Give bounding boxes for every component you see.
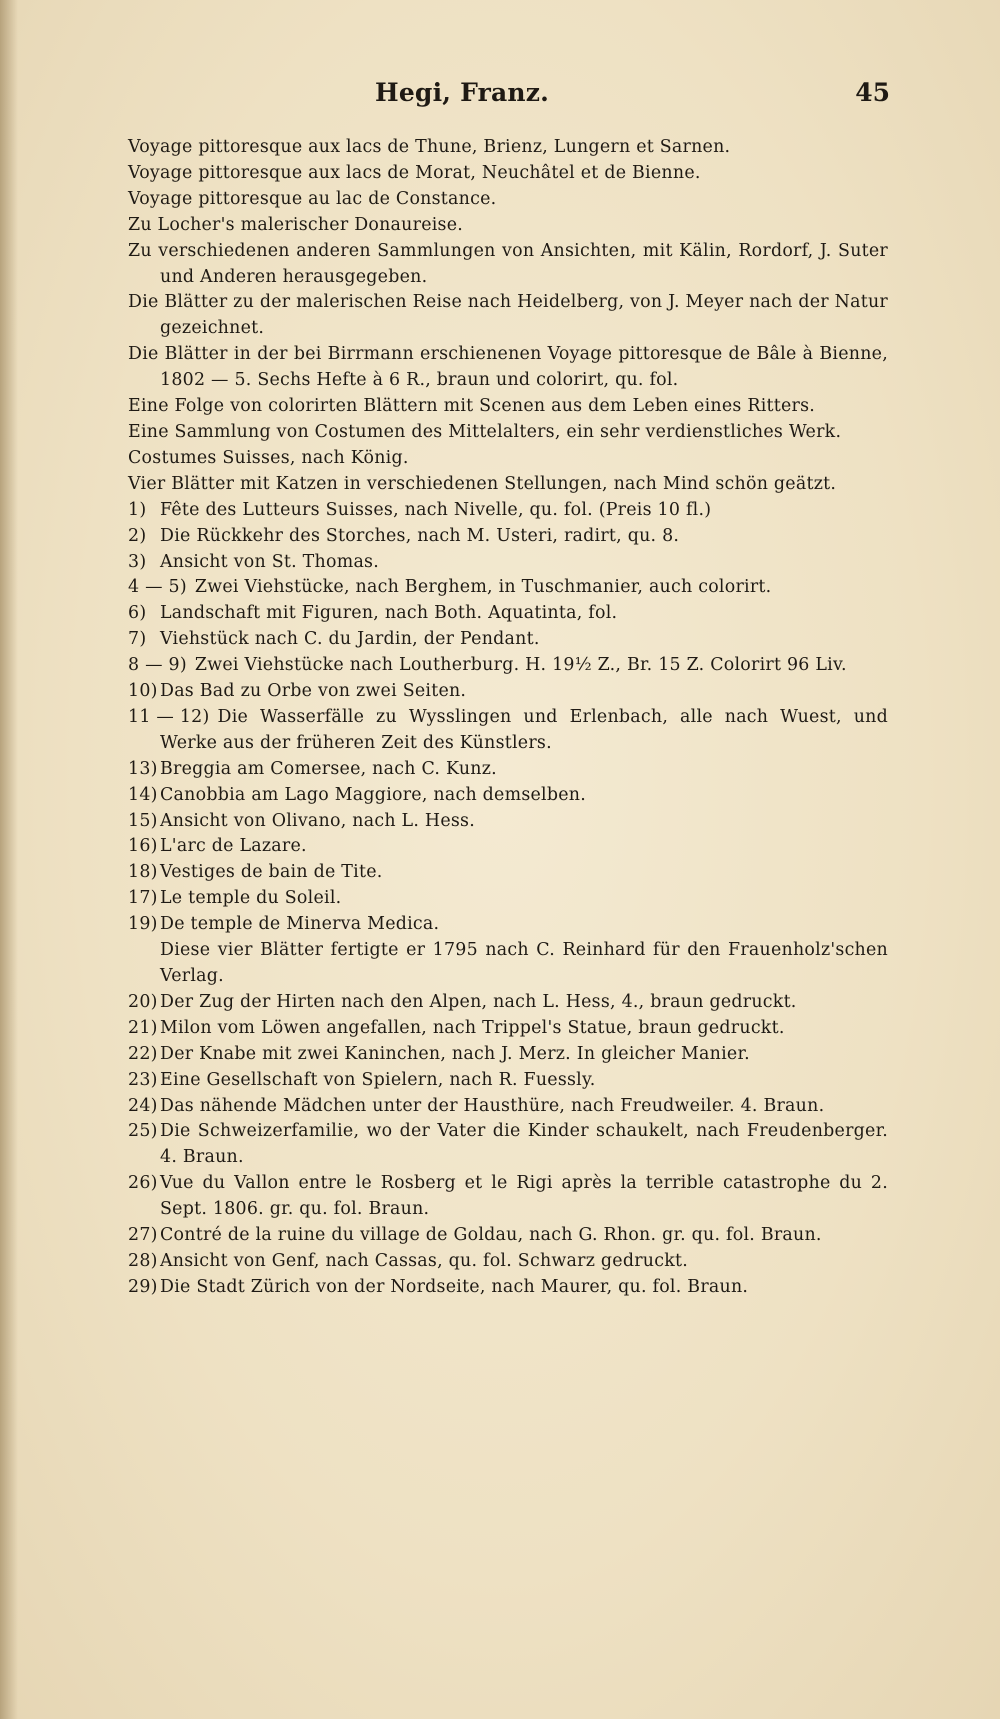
catalogue-entry: Zu Locher's malerischer Donaureise. [128, 214, 464, 235]
numbered-entry: 15) Ansicht von Olivano, nach L. Hess. [128, 809, 888, 835]
entry-number: 26) [128, 1173, 158, 1194]
catalogue-entry: Die Blätter in der bei Birrmann erschienenen Voyage pittoresque de Bâle à Bienne, 1802 — 5. Sechs Hefte à 6 R., braun und colorirt, qu. fol. [128, 344, 888, 391]
numbered-entry: 3) Ansicht von St. Thomas. [128, 550, 888, 576]
numbered-entry: 19) De temple de Minerva Medica. [128, 912, 888, 938]
numbered-entry: 25) Die Schweizerfamilie, wo der Vater die Kinder schaukelt, nach Freudenberger. 4. Braun. [128, 1121, 888, 1168]
numbered-entry: 29) Die Stadt Zürich von der Nordseite, nach Maurer, qu. fol. Braun. [128, 1275, 888, 1301]
numbered-entry: 28) Ansicht von Genf, nach Cassas, qu. fol. Schwarz gedruckt. [128, 1249, 888, 1275]
numbered-entry: 16) L'arc de Lazare. [128, 834, 888, 860]
entry-number: 29) [128, 1276, 158, 1297]
entry-number: 3) [128, 551, 147, 572]
entry-number: 22) [128, 1043, 158, 1064]
numbered-entry: 18) Vestiges de bain de Tite. [128, 860, 888, 886]
numbered-entry: 4 — 5) Zwei Viehstücke, nach Berghem, in Tuschmanier, auch colorirt. [128, 575, 888, 601]
numbered-entry: 11 — 12) Die Wasserfälle zu Wysslingen und Erlenbach, alle nach Wuest, und Werke aus der früheren Zeit des Künstlers. [128, 706, 888, 753]
entry-number: 11 — 12) [128, 706, 210, 727]
entry-number: 19) [128, 914, 158, 935]
entry-number: 20) [128, 991, 158, 1012]
numbered-entry: 1) Fête des Lutteurs Suisses, nach Nivelle, qu. fol. (Preis 10 fl.) [128, 498, 888, 524]
numbered-entry: 21) Milon vom Löwen angefallen, nach Trippel's Statue, braun gedruckt. [128, 1016, 888, 1042]
entry-number: 6) [128, 603, 147, 624]
numbered-entry: 26) Vue du Vallon entre le Rosberg et le Rigi après la terrible catastrophe du 2. Sept. 1806. gr. qu. fol. Braun. [128, 1173, 888, 1220]
entry-number: 13) [128, 758, 158, 779]
editorial-note: Diese vier Blätter fertigte er 1795 nach C. Reinhard für den Frauenholz'schen Verlag. [160, 940, 888, 986]
entry-number: 18) [128, 862, 158, 883]
numbered-entry: 10) Das Bad zu Orbe von zwei Seiten. [128, 679, 888, 705]
catalogue-entry: Eine Folge von colorirten Blättern mit Scenen aus dem Leben eines Ritters. [128, 396, 816, 417]
entry-number: 24) [128, 1095, 158, 1116]
entry-number: 1) [128, 499, 147, 520]
numbered-entry: 13) Breggia am Comersee, nach C. Kunz. [128, 757, 888, 783]
numbered-entry: 23) Eine Gesellschaft von Spielern, nach R. Fuessly. [128, 1068, 888, 1094]
entry-number: 15) [128, 810, 158, 831]
entry-number: 17) [128, 888, 158, 909]
entry-number: 8 — 9) [128, 655, 187, 676]
entry-number: 4 — 5) [128, 577, 187, 598]
numbered-entry: 14) Canobbia am Lago Maggiore, nach demselben. [128, 783, 888, 809]
numbered-entry: 17) Le temple du Soleil. [128, 886, 888, 912]
catalogue-entry: Vier Blätter mit Katzen in verschiedenen Stellungen, nach Mind schön geätzt. [128, 473, 837, 494]
entry-number: 23) [128, 1069, 158, 1090]
numbered-entry: 2) Die Rückkehr des Storches, nach M. Usteri, radirt, qu. 8. [128, 524, 888, 550]
catalogue-entry: Voyage pittoresque au lac de Constance. [128, 188, 497, 209]
entry-number: 25) [128, 1121, 158, 1142]
entry-number: 2) [128, 525, 147, 546]
numbered-entry: 8 — 9) Zwei Viehstücke nach Loutherburg. H. 19½ Z., Br. 15 Z. Colorirt 96 Liv. [128, 653, 888, 679]
entry-number: 7) [128, 629, 147, 650]
entry-number: 14) [128, 784, 158, 805]
entry-number: 16) [128, 836, 158, 857]
numbered-entry: 7) Viehstück nach C. du Jardin, der Pendant. [128, 627, 888, 653]
numbered-entry: 27) Contré de la ruine du village de Goldau, nach G. Rhon. gr. qu. fol. Braun. [128, 1223, 888, 1249]
entry-number: 28) [128, 1250, 158, 1271]
numbered-entry: 22) Der Knabe mit zwei Kaninchen, nach J. Merz. In gleicher Manier. [128, 1042, 888, 1068]
entry-number: 27) [128, 1225, 158, 1246]
numbered-entry: 24) Das nähende Mädchen unter der Hausthüre, nach Freudweiler. 4. Braun. [128, 1094, 888, 1120]
entry-number: 21) [128, 1017, 158, 1038]
page-header [0, 78, 1000, 114]
catalogue-entry: Zu verschiedenen anderen Sammlungen von Ansichten, mit Kälin, Rordorf, J. Suter und Anderen herausgegeben. [128, 240, 888, 287]
numbered-entry: 20) Der Zug der Hirten nach den Alpen, nach L. Hess, 4., braun gedruckt. [128, 990, 888, 1016]
catalogue-entry: Voyage pittoresque aux lacs de Morat, Neuchâtel et de Bienne. [128, 162, 701, 183]
numbered-entry: 6) Landschaft mit Figuren, nach Both. Aquatinta, fol. [128, 601, 888, 627]
catalogue-text [128, 135, 888, 1301]
catalogue-entry: Eine Sammlung von Costumen des Mittelalters, ein sehr verdienstliches Werk. [128, 421, 842, 442]
catalogue-entry: Costumes Suisses, nach König. [128, 447, 409, 468]
catalogue-entry: Die Blätter zu der malerischen Reise nach Heidelberg, von J. Meyer nach der Natur gezeichnet. [128, 292, 888, 339]
page-number: 45 [855, 78, 890, 107]
entry-number: 10) [128, 681, 158, 702]
catalogue-entry: Voyage pittoresque aux lacs de Thune, Brienz, Lungern et Sarnen. [128, 137, 731, 157]
running-head: Hegi, Franz. [375, 78, 550, 107]
